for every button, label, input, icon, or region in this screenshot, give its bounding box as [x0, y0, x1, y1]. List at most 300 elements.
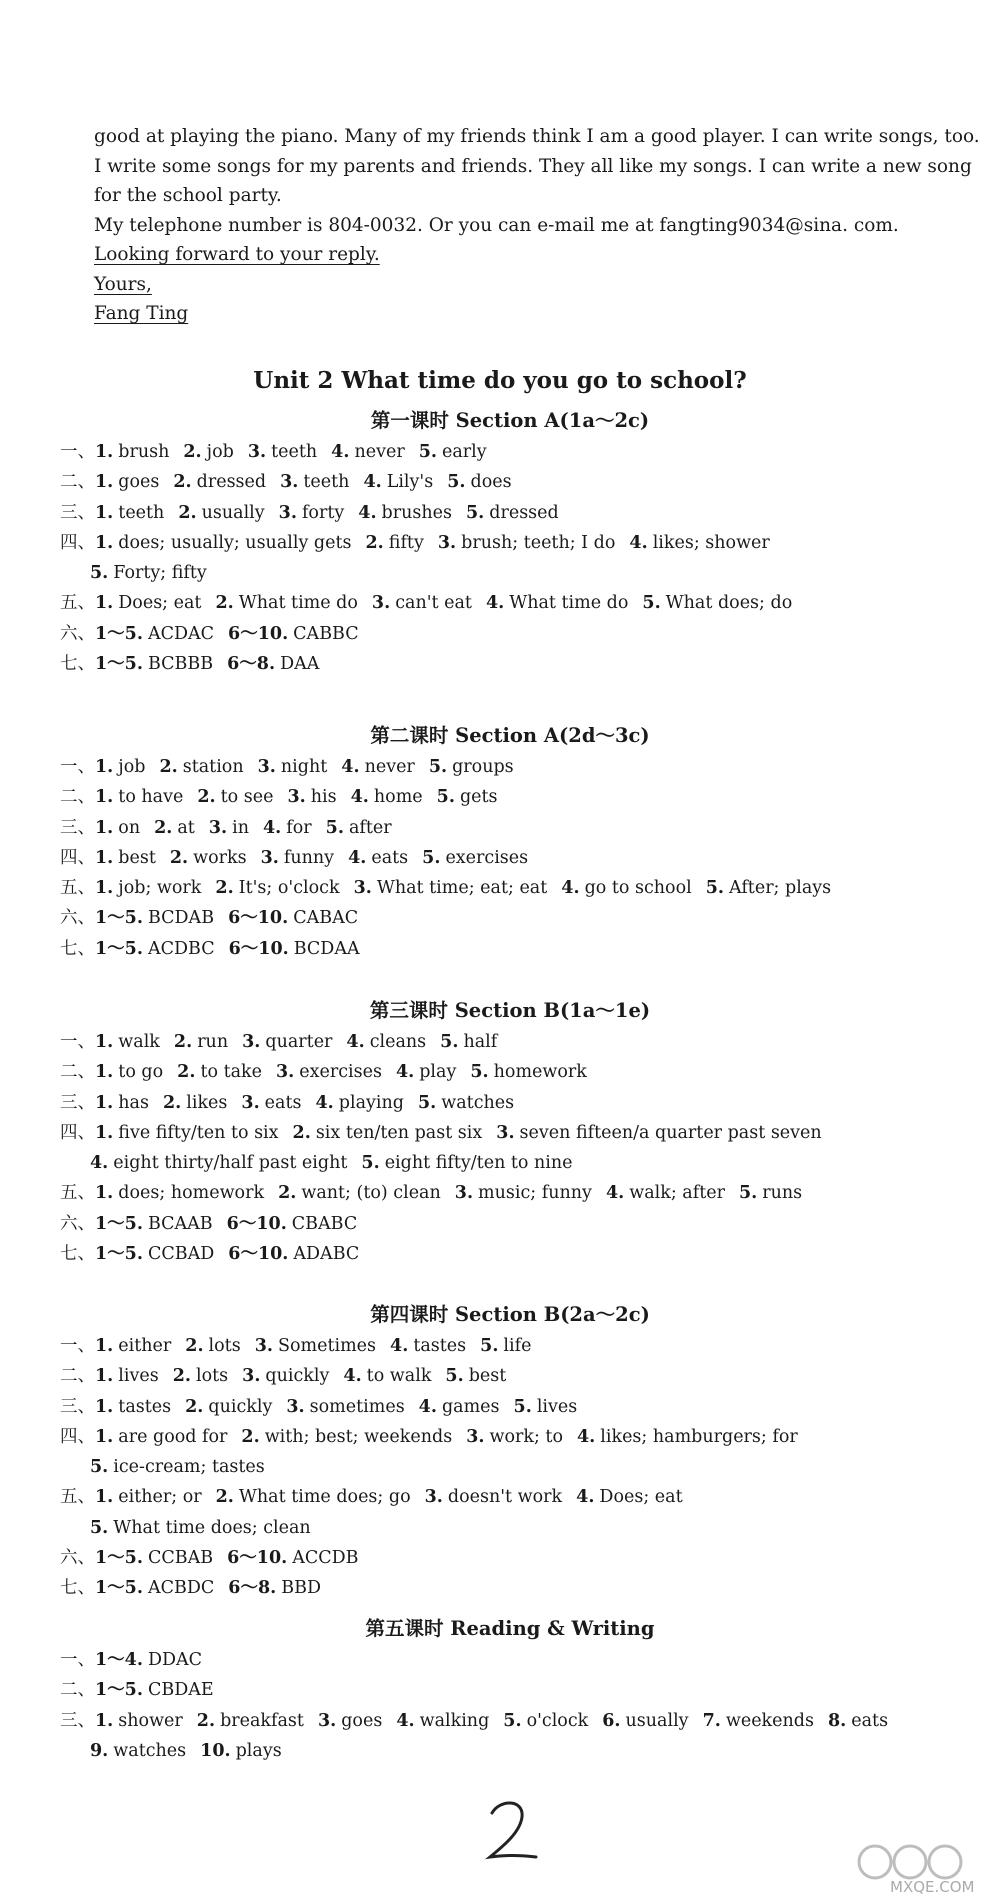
answer-item [242, 1366, 329, 1386]
answer-item [159, 757, 243, 777]
section-title: 第三课时 Section B(1a～1e) [369, 999, 651, 1022]
question-group-number: 三、 [60, 502, 95, 523]
answer-item [642, 593, 792, 613]
item-answer: to walk [366, 1366, 432, 1387]
item-number: 5. [480, 1336, 499, 1356]
answer-item [170, 848, 247, 868]
letter-excerpt [94, 122, 980, 329]
answer-row [60, 1148, 960, 1178]
item-number: 2. [215, 878, 234, 899]
answer-item [576, 1487, 682, 1507]
item-number: 1. [95, 532, 114, 553]
answer-item [429, 757, 514, 777]
item-answer: gets [459, 787, 498, 808]
answer-item [227, 1548, 358, 1568]
letter-closing: Looking forward to your reply. [94, 244, 380, 265]
answer-row [60, 649, 960, 679]
item-number: 4. [90, 1153, 109, 1174]
item-number: 4. [561, 878, 580, 899]
answer-item [95, 1214, 213, 1234]
answer-item [351, 787, 423, 807]
item-answer: to go [118, 1062, 164, 1083]
watermark-logo [850, 1840, 1000, 1895]
answer-item [455, 1183, 592, 1203]
question-group-number: 二、 [60, 1680, 95, 1701]
item-number: 3. [287, 787, 306, 808]
answer-item [561, 878, 691, 898]
item-number: 6～10. [226, 1213, 287, 1234]
item-answer: Forty; fifty [113, 563, 207, 584]
question-group-number: 一、 [60, 757, 95, 777]
item-number: 2. [172, 1366, 191, 1387]
item-number: 4. [396, 1710, 415, 1731]
section-title: 第四课时 Section B(2a～2c) [370, 1303, 650, 1326]
answer-item [185, 1397, 272, 1417]
item-answer: exercises [299, 1062, 382, 1083]
item-number: 1. [95, 878, 114, 899]
answer-item [228, 1578, 321, 1598]
item-number: 2. [292, 1122, 311, 1143]
item-number: 4. [390, 1336, 409, 1356]
answer-row [60, 934, 960, 964]
item-answer: best [468, 1366, 507, 1387]
answer-item [90, 1457, 265, 1477]
question-group-number: 六、 [60, 1213, 95, 1234]
item-answer: BCAAB [147, 1213, 213, 1234]
item-number: 1. [95, 1183, 114, 1204]
handwritten-page-mark [482, 1795, 542, 1865]
item-number: 3. [208, 817, 228, 838]
item-number: 5. [90, 563, 109, 584]
answer-row [60, 467, 960, 497]
answer-row [60, 1118, 960, 1148]
item-number: 1. [95, 1396, 114, 1417]
answer-item [95, 1680, 214, 1700]
answer-item [425, 1487, 563, 1507]
item-number: 5. [440, 1032, 459, 1052]
answer-item [276, 1062, 382, 1082]
answer-row [60, 1027, 960, 1057]
answer-item [228, 908, 358, 928]
answer-item [95, 787, 183, 807]
answer-row [60, 1513, 960, 1543]
item-number: 2. [196, 1710, 216, 1731]
item-answer: CCBAD [147, 1244, 215, 1265]
item-number: 10. [200, 1740, 231, 1761]
answer-item [95, 624, 214, 644]
item-number: 3. [242, 1032, 261, 1052]
item-number: 4. [315, 1092, 334, 1113]
item-number: 5. [445, 1366, 464, 1387]
item-answer: with; best; weekends [264, 1426, 453, 1447]
answer-item [90, 1153, 347, 1173]
answer-item [315, 1093, 403, 1113]
item-answer: CBDAE [147, 1680, 214, 1701]
answer-item [227, 654, 319, 674]
question-group-number: 三、 [60, 817, 95, 838]
item-number: 4. [363, 472, 382, 493]
item-answer: DAA [280, 654, 320, 675]
answer-row [60, 1736, 960, 1766]
letter-line: for the school party. [94, 185, 282, 206]
item-number: 6～10. [228, 938, 289, 959]
item-number: 1～5. [95, 1578, 143, 1599]
item-number: 4. [395, 1062, 415, 1083]
answer-item [514, 1397, 578, 1417]
item-answer: go to school [584, 878, 692, 899]
answer-item [95, 1183, 264, 1203]
answer-item [363, 472, 433, 492]
answer-item [318, 1711, 382, 1731]
answer-item [95, 593, 201, 613]
item-number: 5. [436, 787, 455, 808]
item-number: 3. [454, 1183, 474, 1204]
answer-item [229, 939, 360, 959]
answer-item [95, 1062, 163, 1082]
item-number: 1～5. [95, 1213, 143, 1234]
answer-item [216, 1487, 411, 1507]
item-number: 2. [241, 1426, 260, 1447]
answer-item [95, 1548, 213, 1568]
item-number: 6～8. [227, 654, 276, 675]
item-answer: eats [851, 1710, 889, 1731]
question-group-number: 七、 [60, 654, 95, 675]
answer-item [197, 1711, 304, 1731]
answer-item [279, 503, 345, 523]
answer-item [577, 1427, 798, 1447]
item-answer: exercises [445, 847, 529, 868]
answer-row [60, 1331, 960, 1361]
answer-item [173, 1366, 228, 1386]
item-number: 3. [466, 1426, 485, 1447]
item-answer: fifty [388, 532, 424, 553]
item-number: 5. [465, 502, 485, 523]
answer-item [177, 1062, 262, 1082]
unit-title: Unit 2 What time do you go to school? [253, 367, 747, 394]
item-number: 3. [353, 878, 372, 899]
item-number: 5. [470, 1062, 489, 1083]
item-answer: What time does; clean [113, 1517, 311, 1538]
item-answer: his [310, 787, 337, 808]
item-answer: Lily's [386, 472, 434, 493]
answer-item [241, 1093, 301, 1113]
question-group-number: 三、 [60, 1092, 95, 1113]
item-number: 1～5. [95, 623, 143, 644]
item-number: 8. [827, 1710, 847, 1731]
item-answer: dressed [489, 502, 559, 523]
item-answer: ADABC [293, 1244, 360, 1265]
item-answer: watches [113, 1740, 187, 1761]
question-group-number: 六、 [60, 1548, 95, 1569]
answer-item [496, 1123, 821, 1143]
answer-item [255, 1336, 376, 1356]
answer-item [343, 1366, 431, 1386]
question-group-number: 四、 [60, 532, 95, 553]
item-answer: It's; o'clock [238, 878, 340, 899]
item-answer: dressed [196, 472, 267, 493]
item-number: 3. [437, 532, 457, 553]
item-answer: Does; eat [118, 593, 202, 614]
item-answer: eight fifty/ten to nine [384, 1153, 573, 1174]
item-number: 1. [95, 1062, 114, 1083]
item-number: 2. [177, 1062, 196, 1083]
item-answer: What time; eat; eat [376, 878, 548, 899]
item-number: 3. [317, 1710, 337, 1731]
question-group-number: 五、 [60, 593, 95, 614]
item-answer: What time does; go [238, 1487, 411, 1508]
item-number: 5. [503, 1710, 522, 1731]
answer-item [95, 848, 156, 868]
item-number: 6～10. [227, 1548, 288, 1569]
item-number: 2. [159, 757, 178, 777]
item-number: 4. [346, 1032, 365, 1052]
answer-item [95, 1336, 171, 1356]
item-answer: teeth [118, 502, 165, 523]
answer-item [95, 1397, 171, 1417]
answer-item [372, 593, 472, 613]
question-group-number: 六、 [60, 908, 95, 929]
item-answer: walking [419, 1710, 490, 1731]
answer-row [60, 1706, 960, 1736]
item-number: 1. [95, 847, 114, 868]
answer-item [326, 818, 392, 838]
item-answer: brush; teeth; I do [461, 532, 616, 553]
answer-item [396, 1062, 456, 1082]
answer-row [60, 1361, 960, 1391]
answer-item [293, 1123, 483, 1143]
item-number: 6～10. [228, 623, 289, 644]
item-number: 1. [95, 1032, 114, 1052]
item-number: 2. [215, 1487, 234, 1508]
answer-item [95, 757, 145, 777]
item-number: 1. [95, 593, 114, 614]
item-number: 2. [173, 472, 192, 493]
item-answer: likes; hamburgers; for [600, 1426, 798, 1447]
item-answer: play [419, 1062, 457, 1083]
answer-item [358, 503, 452, 523]
item-number: 3. [242, 1366, 261, 1387]
question-group-number: 一、 [60, 1650, 95, 1670]
item-answer: night [280, 757, 328, 777]
item-answer: usually [201, 502, 265, 523]
answer-row [60, 1645, 960, 1675]
item-number: 1. [95, 817, 114, 838]
answer-item [390, 1336, 466, 1356]
item-answer: work; to [489, 1426, 563, 1447]
item-answer: lots [195, 1366, 229, 1387]
answer-row [60, 903, 960, 933]
item-answer: shower [118, 1710, 183, 1731]
item-number: 6. [602, 1710, 621, 1731]
answer-item [419, 442, 487, 462]
answer-item [396, 1711, 489, 1731]
item-answer: BBD [281, 1578, 321, 1599]
item-answer: either; or [118, 1487, 202, 1508]
answer-item [95, 818, 140, 838]
item-number: 4. [343, 1366, 362, 1387]
item-answer: CBABC [291, 1213, 358, 1234]
answer-item [200, 1741, 282, 1761]
item-answer: likes [186, 1092, 228, 1113]
item-number: 2. [169, 847, 189, 868]
item-answer: on [118, 817, 141, 838]
item-answer: has [118, 1092, 149, 1113]
answer-item [331, 442, 405, 462]
answer-row [60, 1482, 960, 1512]
answer-item [470, 1062, 587, 1082]
item-answer: What time do [509, 593, 629, 614]
item-answer: forty [301, 502, 345, 523]
item-number: 1. [95, 757, 114, 777]
item-answer: What time do [238, 593, 358, 614]
item-answer: playing [338, 1092, 404, 1113]
answer-item [437, 787, 498, 807]
item-number: 6～10. [228, 1244, 289, 1265]
answer-row [60, 1088, 960, 1118]
item-answer: groups [452, 757, 514, 777]
item-number: 1. [95, 787, 114, 808]
item-answer: DDAC [147, 1650, 203, 1670]
section-title: 第一课时 Section A(1a～2c) [370, 409, 650, 432]
item-number: 1～4. [95, 1650, 143, 1670]
item-answer: quickly [208, 1396, 273, 1417]
item-answer: ACDAC [147, 623, 215, 644]
item-number: 5. [417, 1092, 437, 1113]
item-answer: brushes [381, 502, 452, 523]
item-answer: runs [762, 1183, 803, 1204]
answer-item [227, 1214, 358, 1234]
answer-item [163, 1093, 227, 1113]
item-number: 4. [418, 1396, 437, 1417]
item-answer: Does; eat [599, 1487, 683, 1508]
item-answer: can't eat [395, 593, 472, 614]
item-number: 3. [276, 1062, 295, 1083]
item-answer: job [206, 442, 234, 462]
item-answer: Sometimes [277, 1336, 377, 1356]
item-number: 5. [90, 1517, 109, 1538]
item-number: 3. [280, 472, 299, 493]
item-answer: BCDAB [147, 908, 215, 929]
item-number: 5. [642, 593, 661, 614]
item-answer: goes [118, 472, 160, 493]
answer-item [629, 533, 769, 553]
question-group-number: 四、 [60, 847, 95, 868]
answer-item [346, 1032, 426, 1052]
item-number: 4. [605, 1183, 625, 1204]
answer-row [60, 873, 960, 903]
answer-item [706, 878, 831, 898]
item-answer: five fifty/ten to six [118, 1122, 279, 1143]
answer-row [60, 1452, 960, 1482]
section-title: 第五课时 Reading & Writing [365, 1617, 655, 1640]
item-number: 5. [428, 757, 448, 777]
item-answer: quickly [265, 1366, 330, 1387]
answer-item [90, 1518, 311, 1538]
question-group-number: 五、 [60, 878, 95, 899]
answer-item [354, 878, 548, 898]
item-answer: doesn't work [447, 1487, 563, 1508]
answer-item [606, 1183, 725, 1203]
answer-item [95, 533, 351, 553]
question-group-number: 七、 [60, 938, 95, 959]
item-number: 4. [348, 847, 367, 868]
item-number: 1. [95, 1487, 114, 1508]
answer-row [60, 1209, 960, 1239]
item-answer: station [182, 757, 244, 777]
answer-item [183, 442, 233, 462]
item-number: 4. [485, 593, 505, 614]
answer-item [447, 472, 511, 492]
item-answer: never [354, 442, 405, 462]
lesson-section [60, 720, 960, 964]
answer-row [60, 752, 960, 782]
letter-line: I write some songs for my parents and friends. They all like my songs. I can write a new song [94, 155, 972, 177]
item-answer: tastes [118, 1396, 172, 1417]
lesson-section [60, 1613, 960, 1766]
answer-item [95, 1366, 159, 1386]
item-number: 4. [263, 817, 282, 838]
item-number: 1～5. [95, 1548, 143, 1569]
item-answer: run [197, 1032, 229, 1052]
question-group-number: 一、 [60, 1336, 95, 1356]
item-answer: after [348, 817, 392, 838]
item-answer: lots [208, 1336, 241, 1356]
item-answer: best [118, 847, 156, 868]
item-number: 5. [361, 1153, 380, 1174]
answer-item [365, 533, 423, 553]
answer-item [95, 1093, 149, 1113]
answer-item [486, 593, 628, 613]
item-answer: to take [200, 1062, 262, 1083]
item-answer: does; homework [118, 1183, 265, 1204]
answer-row [60, 437, 960, 467]
item-answer: ACDBC [147, 938, 215, 959]
answer-row [60, 843, 960, 873]
answer-item [280, 472, 349, 492]
answer-row [60, 1543, 960, 1573]
item-number: 5. [422, 847, 441, 868]
answer-row [60, 782, 960, 812]
answer-item [95, 878, 201, 898]
answer-item [258, 757, 328, 777]
answer-item [154, 818, 195, 838]
answer-item [90, 1741, 186, 1761]
item-number: 4. [341, 757, 360, 777]
item-number: 6～10. [228, 908, 289, 929]
item-answer: teeth [303, 472, 350, 493]
answer-item [95, 654, 213, 674]
item-answer: works [193, 847, 247, 868]
answer-row [60, 1178, 960, 1208]
question-group-number: 二、 [60, 1062, 95, 1083]
answer-row [60, 528, 960, 558]
answer-item [466, 1427, 563, 1447]
item-answer: to see [220, 787, 274, 808]
answer-item [361, 1153, 572, 1173]
answer-item [95, 1650, 202, 1670]
item-answer: CABBC [293, 623, 359, 644]
item-answer: job; work [118, 878, 202, 899]
answer-item [248, 442, 317, 462]
letter-signature: Fang Ting [94, 303, 189, 324]
item-number: 5. [738, 1183, 758, 1204]
question-group-number: 四、 [60, 1426, 95, 1447]
item-number: 1. [95, 442, 114, 462]
item-number: 2. [178, 502, 197, 523]
item-answer: o'clock [526, 1710, 589, 1731]
answer-item [95, 472, 159, 492]
answer-item [95, 442, 169, 462]
